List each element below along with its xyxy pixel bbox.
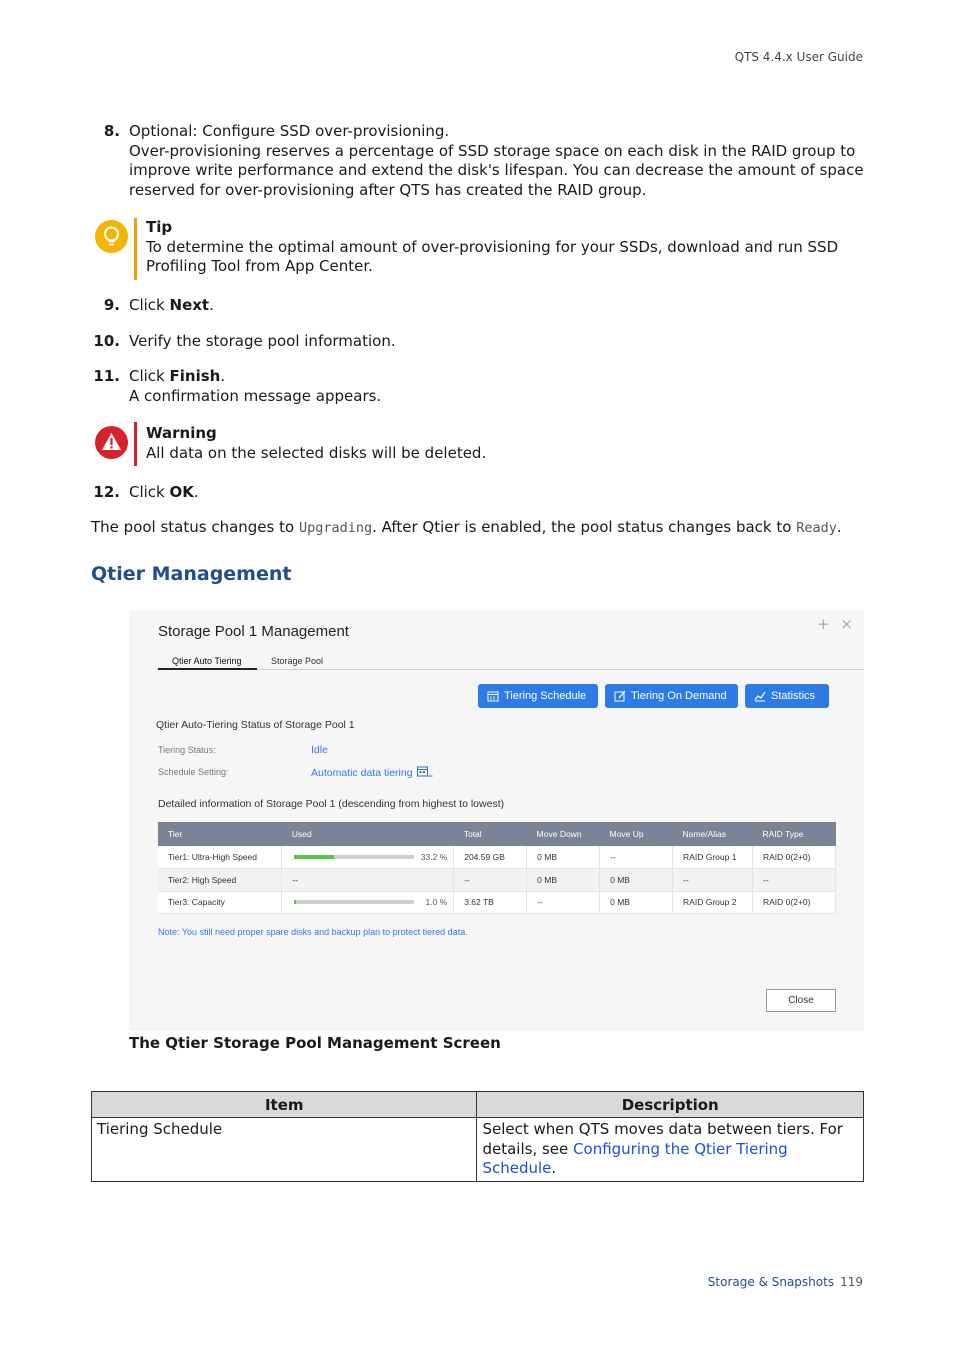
step-body: Click Next. — [129, 296, 214, 314]
cell-used — [282, 846, 454, 869]
code-upgrading: Upgrading — [298, 520, 373, 536]
figure-caption: The Qtier Storage Pool Management Screen — [129, 1034, 501, 1052]
cell-used — [282, 891, 454, 914]
window-title: Storage Pool 1 Management — [158, 623, 349, 640]
step-body: Click OK. — [129, 483, 199, 501]
usage-bar-track — [294, 855, 414, 859]
usage-bar-track — [294, 900, 414, 904]
usage-percent: 33.2 % — [420, 852, 448, 862]
cell-move-up: 0 MB — [600, 891, 673, 914]
step-text: A confirmation message appears. — [129, 386, 382, 405]
tip-title: Tip — [146, 218, 173, 236]
column-header-description: Description — [477, 1092, 864, 1118]
calendar-icon — [487, 690, 499, 702]
close-button[interactable]: Close — [766, 989, 836, 1012]
tiering-schedule-button[interactable]: Tiering Schedule — [478, 684, 598, 708]
tab-storage-pool[interactable]: Storage Pool — [271, 656, 324, 666]
step-text: Optional: Configure SSD over-provisioning. — [129, 122, 450, 140]
step-number: 9. — [103, 296, 120, 314]
column-header-item: Item — [92, 1092, 477, 1118]
edit-icon — [614, 690, 626, 702]
cell-tier: Tier1: Ultra-High Speed — [158, 846, 282, 869]
ui-label-next: Next — [169, 296, 210, 314]
qtier-management-screenshot — [129, 611, 864, 1031]
cell-raid-type: -- — [753, 869, 836, 892]
cell-raid-type: RAID 0(2+0) — [753, 846, 836, 869]
cell-move-down: -- — [527, 891, 600, 914]
step-text: reserved for over-provisioning after QTS has created the RAID group. — [129, 180, 647, 199]
chart-line-icon — [754, 690, 766, 702]
section-title: Qtier Management — [91, 563, 292, 585]
cell-raid-type: RAID 0(2+0) — [753, 891, 836, 914]
step-8 — [91, 122, 871, 202]
column-header: Move Down — [527, 822, 600, 846]
step-10 — [91, 332, 871, 352]
cell-name-link[interactable]: RAID Group 2 — [673, 891, 753, 914]
step-9 — [91, 296, 871, 316]
schedule-setting-label: Schedule Setting: — [158, 767, 229, 777]
usage-bar — [292, 852, 453, 862]
table-row — [92, 1118, 864, 1182]
code-ready: Ready — [796, 520, 837, 536]
footer-section: Storage & Snapshots — [707, 1275, 835, 1289]
tier-table — [158, 822, 836, 914]
ui-label-ok: OK — [169, 483, 194, 501]
doc-header-title: QTS 4.4.x User Guide — [734, 50, 863, 64]
column-header: Used — [282, 822, 454, 846]
step-number: 11. — [93, 367, 120, 385]
table-row[interactable] — [158, 869, 836, 892]
step-number: 12. — [93, 483, 120, 501]
tip-bar — [134, 218, 137, 280]
schedule-setting-link[interactable]: Automatic data tiering — [311, 766, 433, 779]
cell-move-down: 0 MB — [527, 869, 600, 892]
page-number: 119 — [840, 1275, 863, 1289]
lightbulb-icon — [95, 220, 128, 253]
tiering-on-demand-button[interactable]: Tiering On Demand — [605, 684, 738, 708]
tab-qtier-auto-tiering[interactable]: Qtier Auto Tiering — [158, 656, 257, 670]
step-12 — [91, 483, 871, 503]
column-header: Name/Alias — [673, 822, 753, 846]
usage-bar-fill — [294, 855, 334, 859]
tiering-status-value: Idle — [311, 744, 328, 756]
warning-text: All data on the selected disks will be deleted. — [146, 443, 487, 462]
step-11 — [91, 367, 871, 407]
step-body: Click Finish. A confirmation message appears. — [129, 367, 869, 406]
tip-content — [146, 218, 846, 277]
statistics-button[interactable]: Statistics — [745, 684, 829, 708]
column-header: Tier — [158, 822, 282, 846]
ui-label-finish: Finish — [169, 367, 221, 385]
warning-title: Warning — [146, 424, 217, 442]
usage-bar — [292, 897, 453, 907]
cell-name: -- — [673, 869, 753, 892]
tier-table-header — [158, 822, 836, 846]
cell-move-down: 0 MB — [527, 846, 600, 869]
table-row[interactable] — [158, 846, 836, 869]
page-footer — [600, 1275, 863, 1289]
warning-content — [146, 424, 846, 463]
cell-tier: Tier3: Capacity — [158, 891, 282, 914]
cell-item: Tiering Schedule — [92, 1118, 477, 1182]
warning-bar — [134, 422, 137, 466]
tip-text: Profiling Tool from App Center. — [146, 257, 373, 275]
cell-move-up: 0 MB — [600, 869, 673, 892]
cell-used: -- — [282, 869, 454, 892]
step-number: 8. — [103, 122, 120, 140]
status-heading: Qtier Auto-Tiering Status of Storage Pool 1 — [156, 719, 355, 731]
cell-tier: Tier2: High Speed — [158, 869, 282, 892]
tip-text: To determine the optimal amount of over-provisioning for your SSDs, download and run SSD — [146, 237, 839, 256]
table-row[interactable] — [158, 891, 836, 914]
detail-heading: Detailed information of Storage Pool 1 (descending from highest to lowest) — [158, 798, 505, 810]
step-number: 10. — [93, 332, 120, 350]
tiering-status-label: Tiering Status: — [158, 745, 216, 755]
cell-total: 3.62 TB — [454, 891, 527, 914]
usage-percent: 1.0 % — [425, 897, 448, 908]
tip-callout — [91, 218, 871, 280]
item-description-table — [91, 1091, 864, 1182]
cell-total: -- — [454, 869, 527, 892]
schedule-calendar-icon[interactable] — [417, 766, 433, 777]
warning-callout — [91, 422, 871, 466]
pool-status-paragraph: The pool status changes to Upgrading. After Qtier is enabled, the pool status changes back to Ready. — [91, 518, 842, 536]
step-body — [129, 122, 869, 200]
cell-total: 204.59 GB — [454, 846, 527, 869]
spare-disk-note: Note: You still need proper spare disks and backup plan to protect tiered data. — [158, 927, 468, 937]
window-controls[interactable]: + × — [817, 615, 856, 633]
cell-move-up: -- — [600, 846, 673, 869]
warning-icon — [95, 426, 128, 459]
cell-description: Select when QTS moves data between tiers. For details, see Configuring the Qtier Tiering Schedule. — [477, 1118, 864, 1182]
usage-bar-fill — [294, 900, 295, 904]
cell-name-link[interactable]: RAID Group 1 — [673, 846, 753, 869]
step-text: Over-provisioning reserves a percentage of SSD storage space on each disk in the RAID group to — [129, 141, 856, 160]
step-body: Verify the storage pool information. — [129, 332, 396, 350]
column-header: Total — [454, 822, 527, 846]
column-header: RAID Type — [753, 822, 836, 846]
tab-bar — [158, 656, 864, 670]
step-text: improve write performance and extend the disk's lifespan. You can decrease the amount of space — [129, 161, 864, 179]
column-header: Move Up — [600, 822, 673, 846]
tiering-schedule-link[interactable]: Configuring the Qtier Tiering Schedule — [482, 1139, 788, 1177]
